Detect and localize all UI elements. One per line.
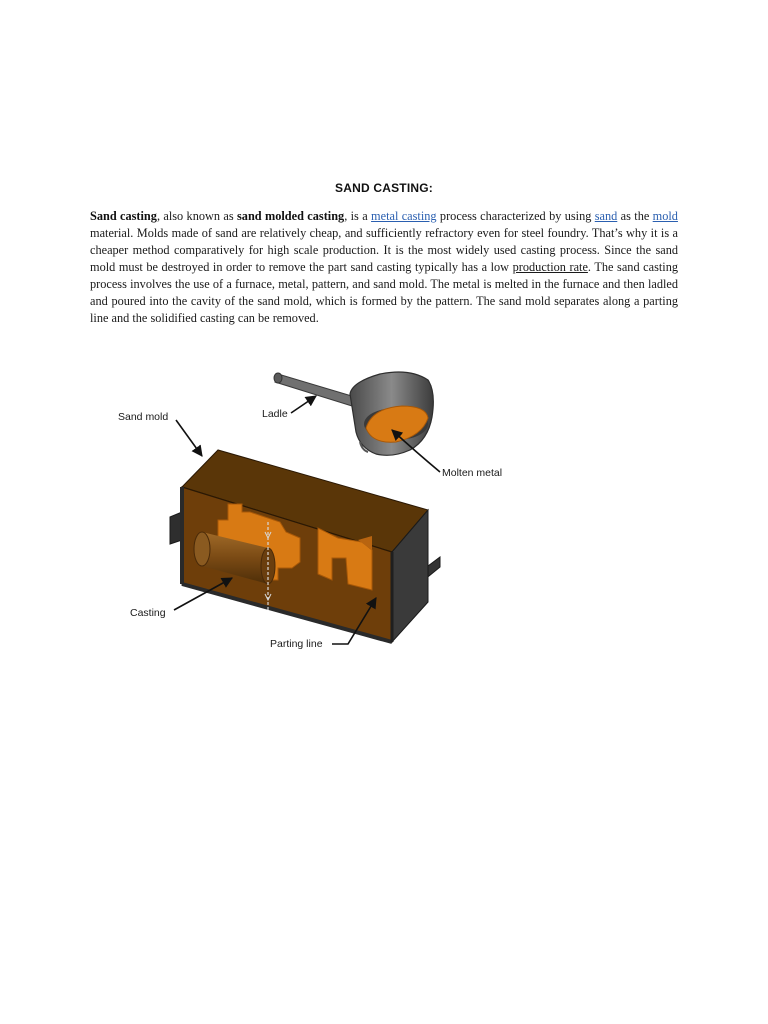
text-segment: process characterized by using bbox=[436, 209, 595, 223]
term-sand-molded-casting: sand molded casting bbox=[237, 209, 345, 223]
body-paragraph bbox=[90, 208, 678, 327]
arrow-sand-mold bbox=[176, 420, 202, 456]
text-segment: as the bbox=[617, 209, 653, 223]
label-casting: Casting bbox=[130, 607, 166, 619]
term-sand-casting: Sand casting bbox=[90, 209, 157, 223]
label-sand-mold: Sand mold bbox=[118, 411, 169, 423]
text-segment: , is a bbox=[344, 209, 372, 223]
text-segment: . The sand casting process involves the use of a furnace, metal, pattern, and sand mold. The metal is melted in the furnace and then ladled and poured into the cavity of the sand mold, which is formed by the pattern. The sand mold separates along a parting line and the solidified casting can be removed. bbox=[90, 260, 678, 325]
sand-casting-diagram bbox=[110, 362, 530, 657]
link-metal-casting[interactable]: metal casting bbox=[371, 209, 437, 223]
ladle-illustration bbox=[274, 372, 433, 455]
sand-mold-illustration bbox=[170, 450, 440, 642]
label-ladle: Ladle bbox=[262, 408, 288, 420]
link-mold[interactable]: mold bbox=[652, 209, 678, 223]
arrow-ladle bbox=[291, 396, 316, 413]
text-segment: , also known as bbox=[156, 209, 238, 223]
link-production-rate[interactable]: production rate bbox=[512, 260, 588, 274]
text-segment: material. Molds made of sand are relatively cheap, and sufficiently refractory even for steel foundry. That’s why it is a cheaper method comparatively for high scale production. It is the most widely used casting process. Since the sand mold must be destroyed in order to remove the part sand casting typically has a low bbox=[90, 226, 678, 274]
label-parting-line: Parting line bbox=[270, 638, 323, 650]
label-molten-metal: Molten metal bbox=[442, 467, 503, 479]
link-sand[interactable]: sand bbox=[594, 209, 618, 223]
page-title: SAND CASTING: bbox=[335, 181, 433, 195]
